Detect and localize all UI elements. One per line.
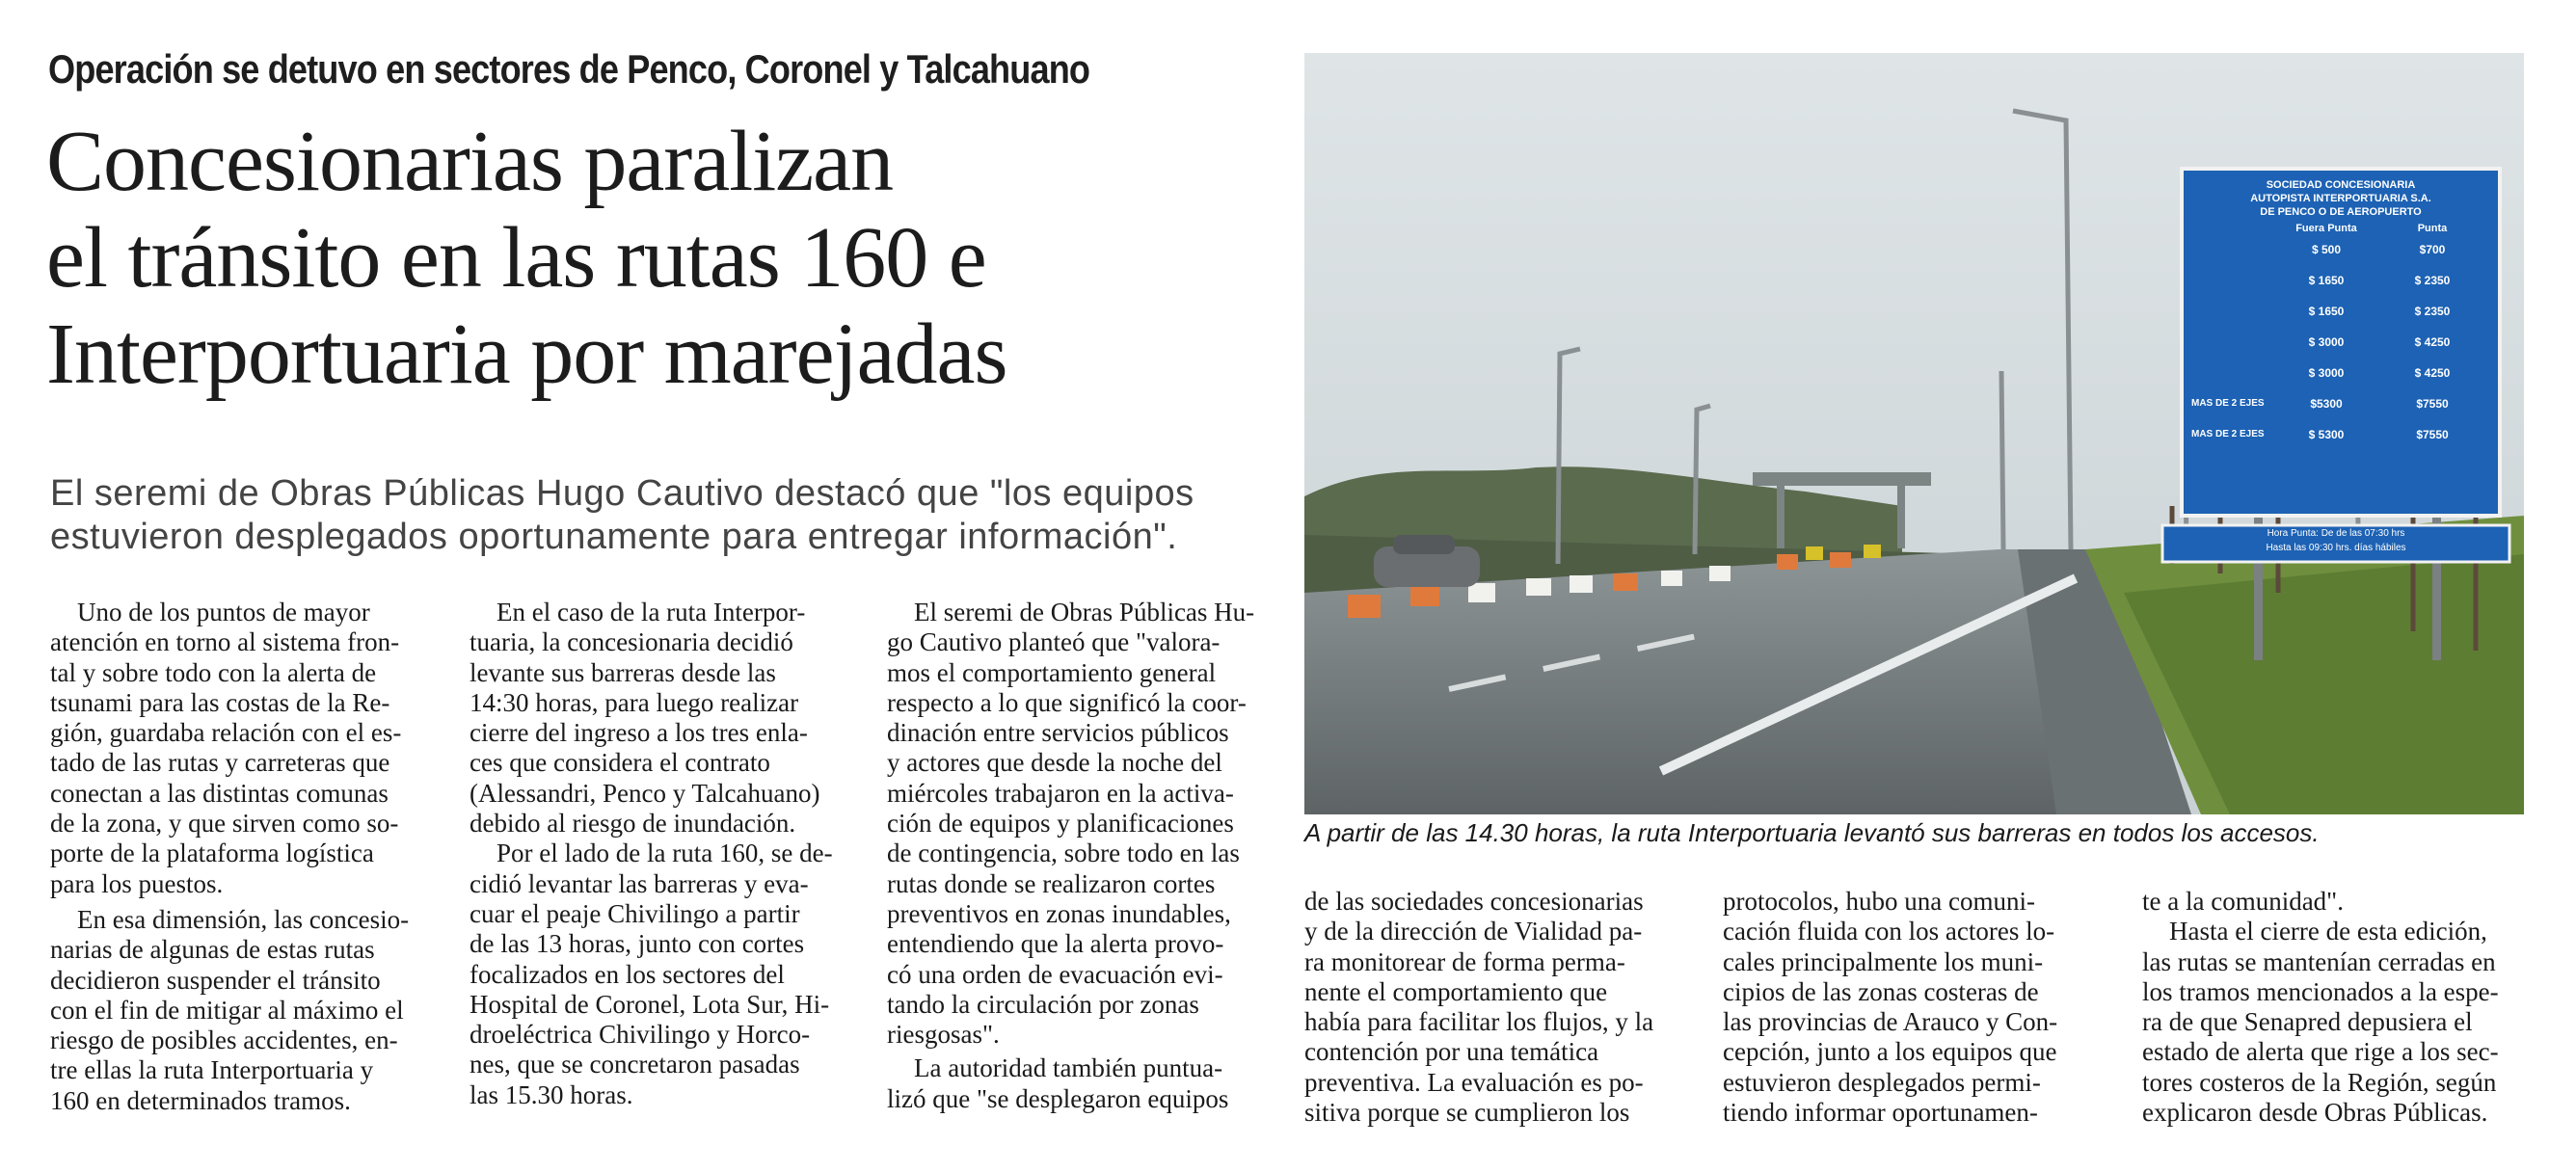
toll-sign-rows — [2182, 234, 2500, 450]
article-kicker: Operación se detuvo en sectores de Penco, Coronel y Talcahuano — [48, 46, 1090, 92]
toll-price: $ 1650 — [2308, 274, 2345, 287]
toll-price: $7550 — [2416, 428, 2449, 441]
article-dek: El seremi de Obras Públicas Hugo Cautivo destacó que "los equipos estuvieron desplegados oportunamente para entregar información". — [50, 473, 1194, 557]
article-column-5 — [1723, 887, 2118, 1147]
toll-price: $7550 — [2416, 397, 2449, 411]
paragraph: En esa dimensión, las concesio- narias de algunas de estas rutas decidieron suspender el tránsito con el fin de mitigar al máximo el riesgo de posibles accidentes, en- tre ellas la ruta Interportuaria y 160 en determinados tramos. — [50, 904, 410, 1115]
article-column-4 — [1304, 887, 1700, 1147]
toll-price: $ 2350 — [2414, 274, 2451, 287]
toll-price: $ 1650 — [2308, 305, 2345, 318]
paragraph: te a la comunidad". — [2142, 887, 2344, 916]
toll-sign-header: SOCIEDAD CONCESIONARIA AUTOPISTA INTERPORTUARIA S.A. DE PENCO O DE AEROPUERTO — [2250, 179, 2431, 218]
toll-price: $ 500 — [2311, 243, 2342, 256]
paragraph: En el caso de la ruta Interpor- tuaria, la concesionaria decidió levante sus barreras desde las 14:30 horas, para luego realizar cierre del ingreso a los tres enla- ces que considera el contrato (Alessandri, Penco y Talcahuano) debido al riesgo de inundación. — [470, 598, 820, 839]
toll-sign — [2182, 169, 2500, 516]
paragraph: Por el lado de la ruta 160, se de- cidió levantar las barreras y eva- cuar el peaje Chivilingo a partir de las 13 horas, junto con cortes focalizados en los sectores del Hospital de Coronel, Lota Sur, Hi- droeléctrica Chivilingo y Horco- nes, que se concretaron pasadas las 15.30 horas. — [470, 839, 833, 1109]
article-column-1 — [50, 598, 445, 1137]
toll-axle-label: MAS DE 2 EJES — [2191, 429, 2265, 440]
paragraph: La autoridad también puntua- lizó que "se desplegaron equipos — [887, 1053, 1229, 1113]
toll-price: $ 3000 — [2308, 335, 2345, 349]
paragraph: protocolos, hubo una comuni- cación fluida con los actores lo- cales principalmente los muni- cipios de las zonas costeras de las provincias de Arauco y Con- cepción, junto a los equipos que estuvieron desplegados permi- tiendo informar oportunamen- — [1723, 887, 2058, 1128]
article-photo — [1304, 53, 2524, 814]
toll-sign-footer: Hora Punta: De de las 07:30 hrs Hasta las 09:30 hrs. días hábiles — [2266, 528, 2406, 553]
article-column-2 — [470, 598, 865, 1137]
article-headline: Concesionarias paralizan el tránsito en las rutas 160 e Interportuaria por marejadas — [46, 114, 1007, 402]
toll-sign-peak-label: Punta — [2417, 223, 2448, 234]
article-column-6 — [2142, 887, 2528, 1147]
toll-price: $ 2350 — [2414, 305, 2451, 318]
paragraph: de las sociedades concesionarias y de la dirección de Vialidad pa- ra monitorear de forma perma- nente el comportamiento que había para facilitar los flujos, y la contención por una temática preventiva. La evaluación es po- sitiva porque se cumplieron los — [1304, 887, 1654, 1128]
photo-caption: A partir de las 14.30 horas, la ruta Interportuaria levantó sus barreras en todos los accesos. — [1304, 818, 2320, 847]
toll-axle-label: MAS DE 2 EJES — [2191, 398, 2265, 409]
toll-price: $ 5300 — [2308, 428, 2345, 441]
toll-price: $ 3000 — [2308, 366, 2345, 380]
toll-price: $ 4250 — [2414, 366, 2451, 380]
article-column-3 — [887, 598, 1282, 1137]
paragraph: Hasta el cierre de esta edición, las rutas se mantenían cerradas en los tramos mencionados a la espe- ra de que Senapred depusiera el estado de alerta que rige a los sec- tores costeros de la Región, según explicaron desde Obras Públicas. — [2142, 917, 2499, 1128]
paragraph: El seremi de Obras Públicas Hu- go Cautivo planteó que "valora- mos el comportamiento general respecto a lo que significó la coor- dinación entre servicios públicos y actores que desde la noche del miércoles trabajaron en la activa- ción de equipos y planificaciones de contingencia, sobre todo en las rutas donde se realizaron cortes preventivos en zonas inundables, entendiendo que la alerta provo- có una orden de evacuación evi- tando la circulación por zonas riesgosas". — [887, 598, 1255, 1050]
toll-price: $5300 — [2310, 397, 2343, 411]
toll-sign-offpeak-label: Fuera Punta — [2295, 223, 2357, 234]
toll-price: $700 — [2419, 243, 2446, 256]
toll-price: $ 4250 — [2414, 335, 2451, 349]
paragraph: Uno de los puntos de mayor atención en torno al sistema fron- tal y sobre todo con la alerta de tsunami para las costas de la Re- gión, guardaba relación con el es- tado de las rutas y carreteras que conectan a las distintas comunas de la zona, y que sirven como so- porte de la plataforma logística para los puestos. — [50, 598, 402, 898]
